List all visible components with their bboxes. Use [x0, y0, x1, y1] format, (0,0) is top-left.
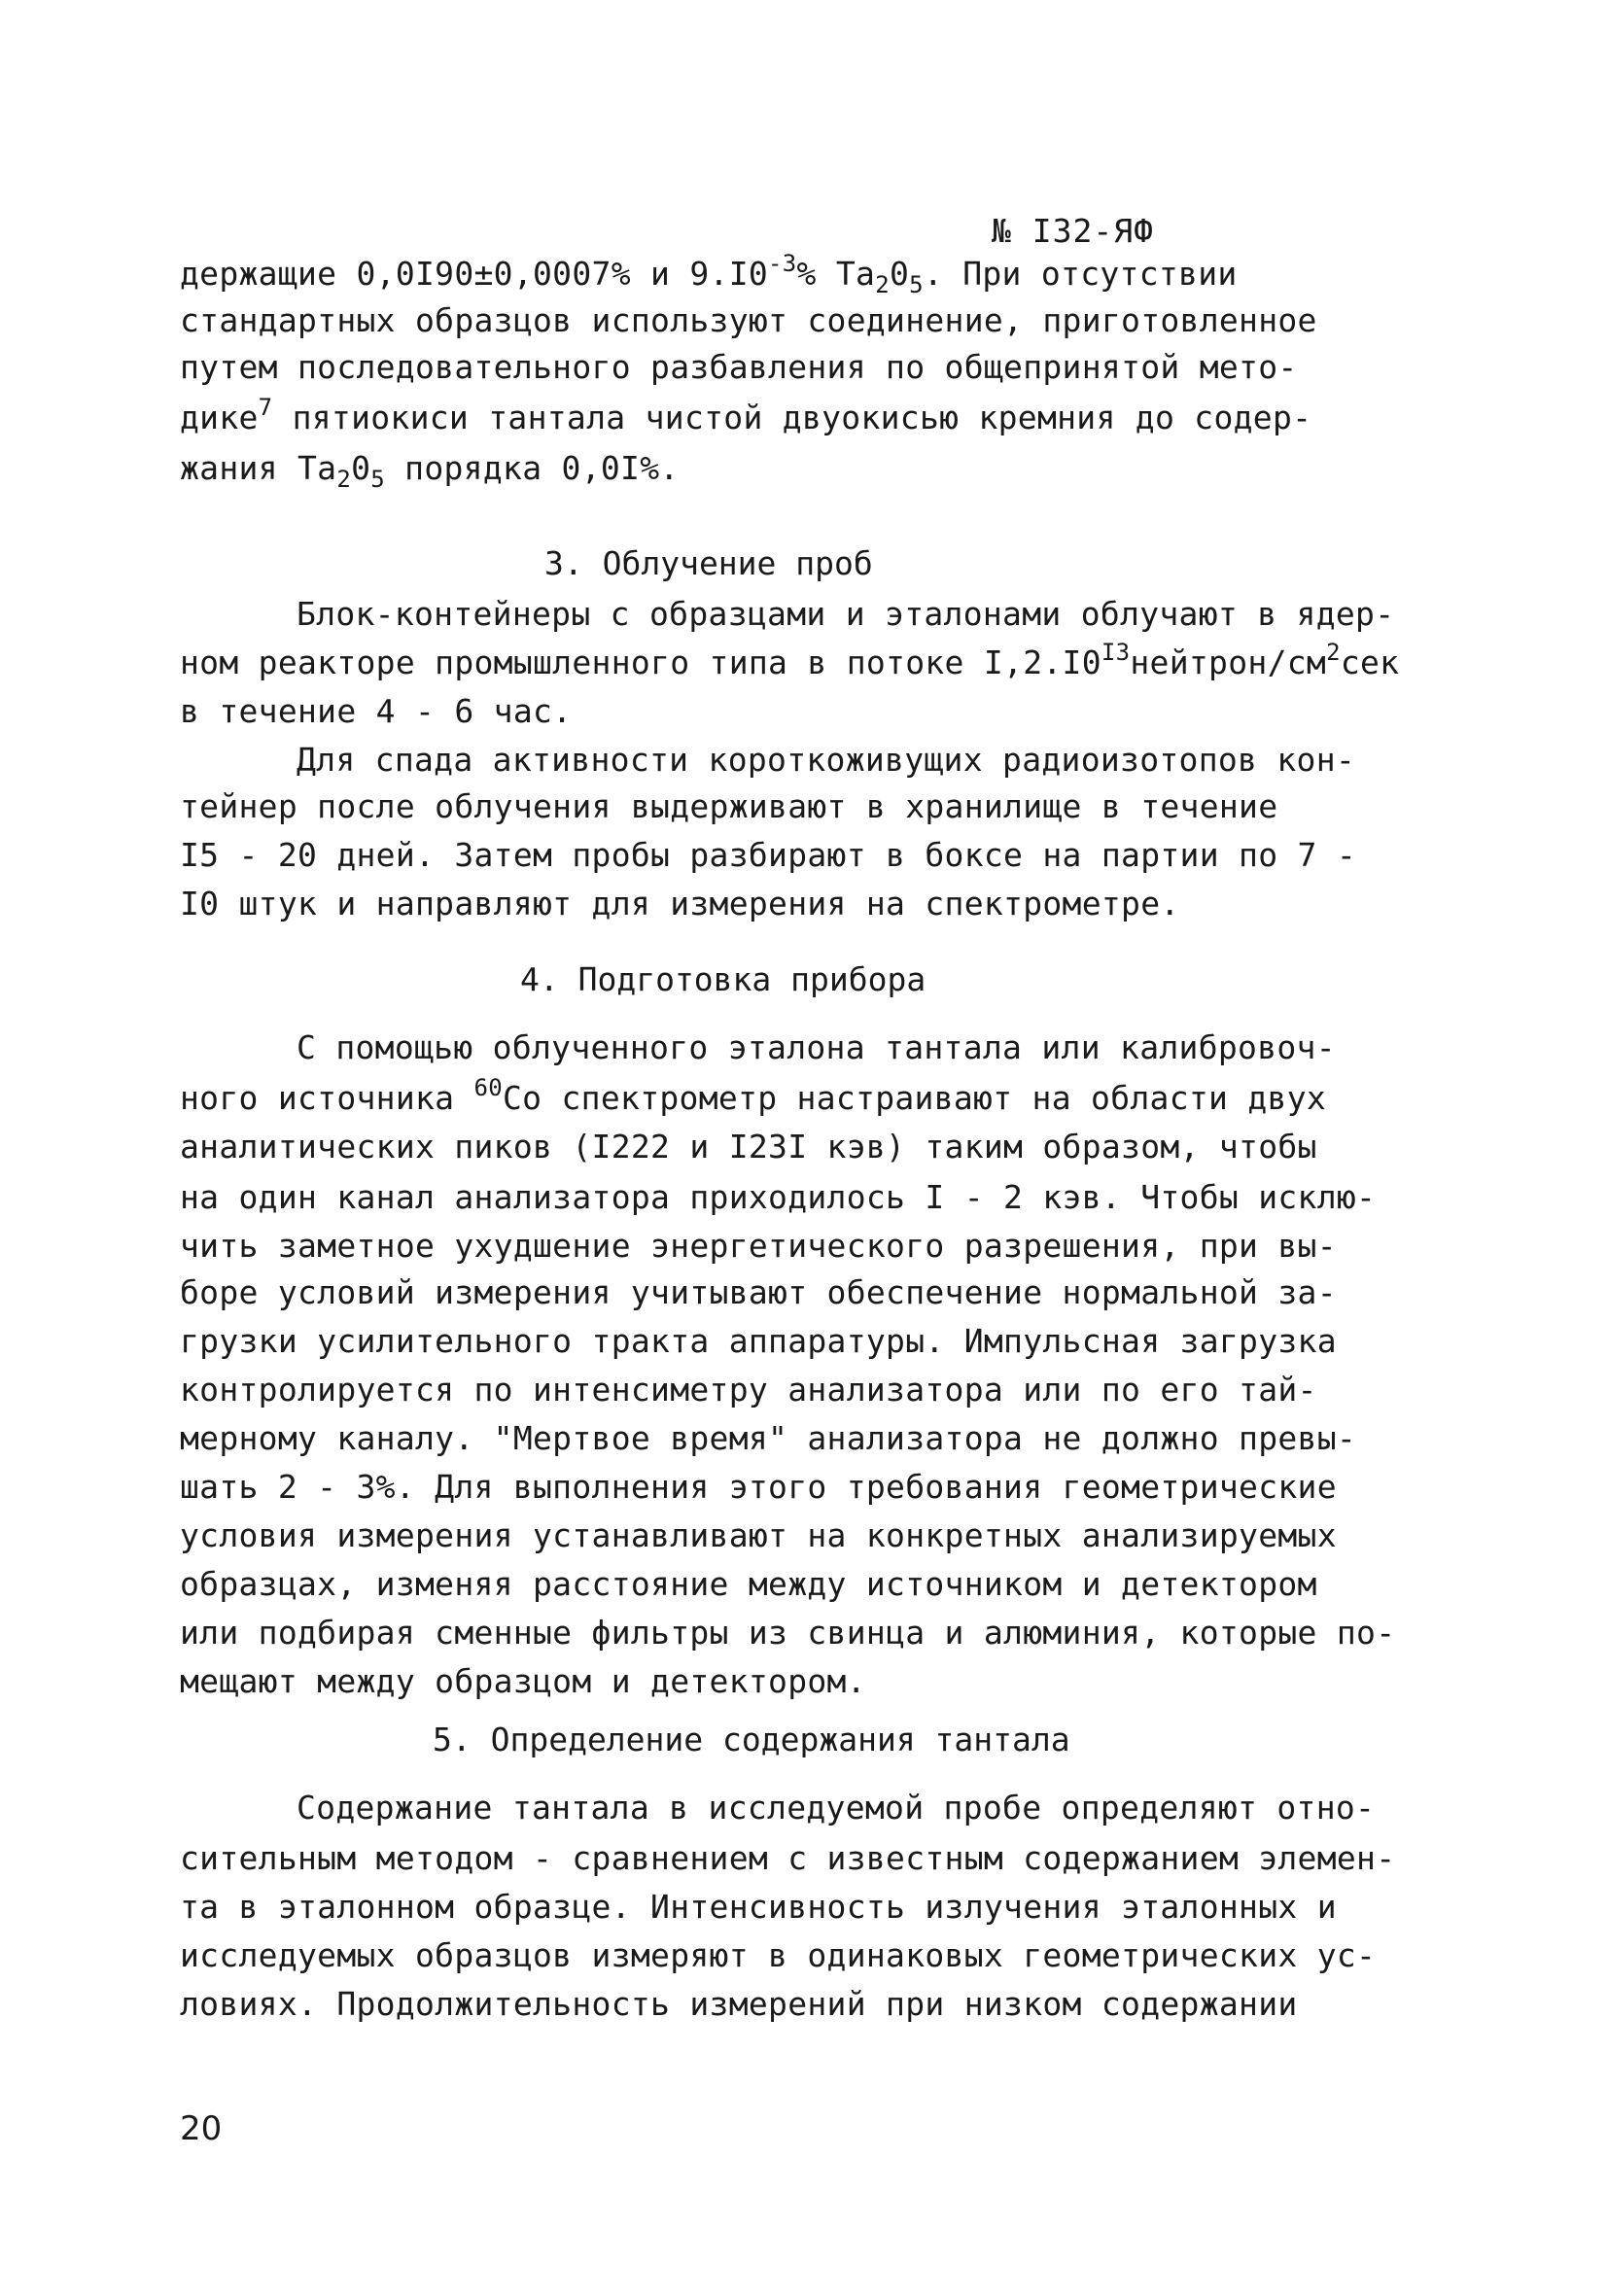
text-line: в течение 4 - 6 час.: [180, 692, 573, 730]
document-number: № I32-ЯФ: [992, 212, 1154, 250]
text-line: грузки усилительного тракта аппаратуры. Импульсная загрузка: [180, 1322, 1337, 1360]
text-line: держащие 0,0I90±0,0007% и $9.I0^{-3}\%$ $Ta_20_5$. При отсутствии: [180, 250, 1238, 298]
text-line: ном реакторе промышленного типа в потоке $I,2.I0^{I3}нейтрон/см^2сек$: [180, 639, 1400, 681]
section-heading-4: 4. Подготовка прибора: [520, 960, 926, 998]
text-line: мерному каналу. "Мертвое время" анализатора не должно превы-: [180, 1419, 1357, 1457]
section-heading-3: 3. Облучение проб: [544, 544, 873, 582]
text-line: сительным методом - сравнением с известным содержанием элемен-: [180, 1839, 1396, 1877]
text-line: Блок-контейнеры с образцами и эталонами облучают в ядер-: [297, 595, 1395, 633]
text-line: исследуемых образцов измеряют в одинаковых геометрических ус-: [180, 1936, 1377, 1974]
text-line: тейнер после облучения выдерживают в хранилище в течение: [180, 787, 1278, 825]
text-line: та в эталонном образце. Интенсивность излучения эталонных и: [180, 1888, 1337, 1926]
text-line: ловиях. Продолжительность измерений при низком содержании: [180, 1985, 1298, 2023]
text-line: мещают между образцом и детектором.: [180, 1662, 866, 1700]
text-line: С помощью облученного эталона тантала или калибровоч-: [297, 1028, 1336, 1066]
text-line: аналитических пиков (I222 и I23I кэв) таким образом, чтобы: [180, 1128, 1317, 1165]
text-line: чить заметное ухудшение энергетического разрешения, при вы-: [180, 1227, 1337, 1265]
text-line: Содержание тантала в исследуемой пробе определяют отно-: [297, 1789, 1376, 1826]
text-line: образцах, изменяя расстояние между источником и детектором: [180, 1565, 1317, 1603]
text-line: дике$^7$ пятиокиси тантала чистой двуокисью кремния до содер-: [180, 394, 1312, 436]
text-line: Для спада активности короткоживущих радиоизотопов кон-: [297, 741, 1356, 779]
text-line: боре условий измерения учитывают обеспечение нормальной за-: [180, 1273, 1337, 1311]
text-line: I0 штук и направляют для измерения на спектрометре.: [180, 885, 1180, 922]
text-line: путем последовательного разбавления по общепринятой мето-: [180, 348, 1298, 386]
text-line: или подбирая сменные фильтры из свинца и алюминия, которые по-: [180, 1614, 1396, 1652]
text-line: контролируется по интенсиметру анализатора или по его тай-: [180, 1371, 1317, 1409]
text-line: жания $Ta_20_5$ порядка 0,0I%.: [180, 449, 680, 493]
text-line: шать 2 - 3%. Для выполнения этого требования геометрические: [180, 1468, 1337, 1506]
page-number: 20: [180, 2109, 223, 2148]
section-heading-5: 5. Определение содержания тантала: [433, 1721, 1070, 1758]
text-line: условия измерения устанавливают на конкретных анализируемых: [180, 1516, 1337, 1554]
text-line: ного источника $^{60}$Co спектрометр настраивают на области двух: [180, 1074, 1327, 1117]
text-line: на один канал анализатора приходилось I - 2 кэв. Чтобы исклю-: [180, 1178, 1377, 1216]
text-line: стандартных образцов используют соединение, приготовленное: [180, 301, 1317, 339]
text-line: I5 - 20 дней. Затем пробы разбирают в боксе на партии по 7 -: [180, 836, 1357, 874]
